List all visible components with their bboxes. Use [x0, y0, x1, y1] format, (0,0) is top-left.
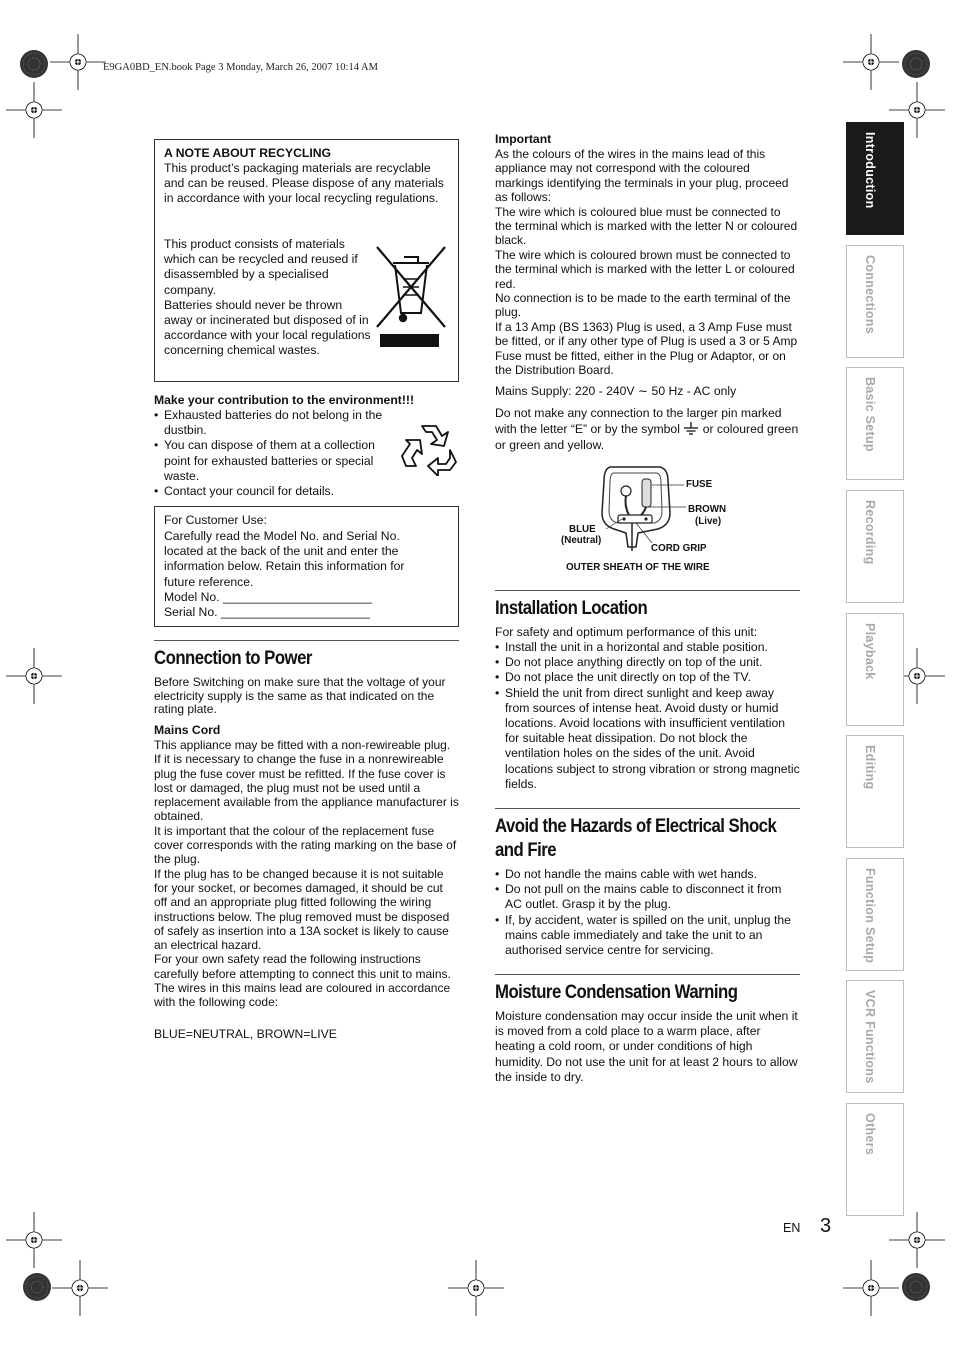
tab-basic-setup[interactable] — [846, 367, 904, 480]
list-item: • Do not place the unit directly on top of the TV. — [495, 670, 800, 685]
recycle-icon — [400, 420, 458, 476]
tab-editing[interactable] — [846, 735, 904, 848]
list-item: • Do not pull on the mains cable to disconnect it from AC outlet. Grasp it by the plug. — [495, 882, 800, 912]
customer-use-para: Carefully read the Model No. and Serial No. located at the back of the unit and enter the information below. Retain this information for future reference. — [164, 529, 405, 589]
earth-warning-part1: Do not make any connection to the larger pin marked with the letter “E” or by the symbol — [495, 406, 782, 436]
model-number-field: Model No. ______________________ — [164, 590, 373, 604]
environment-list — [154, 408, 394, 499]
tab-function-setup[interactable] — [846, 858, 904, 971]
tab-others[interactable] — [846, 1103, 904, 1216]
language-code: EN — [783, 1221, 801, 1235]
earth-symbol-icon — [683, 422, 699, 435]
section-divider — [495, 974, 800, 975]
recycling-note-para1: This product’s packaging materials are recyclable and can be reused. Please dispose of any materials in accordance with your local recycling regulations. — [164, 161, 444, 206]
blue-label: BLUE — [569, 524, 596, 535]
cord-grip-label: CORD GRIP — [651, 543, 707, 554]
installation-intro: For safety and optimum performance of this unit: — [495, 625, 758, 639]
installation-heading: Installation Location — [495, 597, 648, 619]
outer-sheath-label: OUTER SHEATH OF THE WIRE — [566, 562, 710, 573]
section-divider — [495, 590, 800, 591]
tab-label: Basic Setup — [863, 377, 877, 452]
mains-cord-title: Mains Cord — [154, 723, 221, 737]
hazards-heading-line2: and Fire — [495, 839, 557, 861]
list-item: • Shield the unit from direct sunlight and keep away from sources of intense heat. Avoid dusty or humid locations. Avoid locations with insufficient ventilation for suitable heat dissipation. Do not block the ventilation holes on the sides of the unit. Avoid locations subject to strong vibration or strong magnetic fields. — [495, 686, 800, 792]
customer-use-box — [154, 506, 459, 627]
moisture-text: Moisture condensation may occur inside the unit when it is moved from a cold place to a warm place, after heating a cold room, or under conditions of high humidity. Do not use the unit for at least 2 hours to allow the inside to dry. — [495, 1009, 798, 1084]
list-item: • Install the unit in a horizontal and stable position. — [495, 640, 800, 655]
connection-power-intro: Before Switching on make sure that the voltage of your electricity supply is the same as that indicated on the rating plate. — [154, 675, 446, 717]
tab-label: Others — [863, 1113, 877, 1156]
connection-power-heading: Connection to Power — [154, 647, 312, 669]
tab-vcr-functions[interactable] — [846, 980, 904, 1093]
tab-label: Introduction — [863, 132, 877, 209]
important-title: Important — [495, 132, 552, 146]
mains-supply: Mains Supply: 220 - 240V ∼ 50 Hz - AC only — [495, 384, 737, 398]
tab-label: VCR Functions — [863, 990, 877, 1084]
hazards-list — [495, 867, 800, 958]
brown-label: BROWN — [688, 504, 727, 515]
tab-label: Connections — [863, 255, 877, 334]
installation-list — [495, 640, 800, 792]
brown-live-label: (Live) — [695, 516, 722, 527]
list-item: • Exhausted batteries do not belong in the dustbin. — [154, 408, 384, 438]
tab-recording[interactable] — [846, 490, 904, 603]
tab-label: Recording — [863, 500, 877, 565]
list-item: • You can dispose of them at a collection point for exhausted batteries or special waste. — [154, 438, 394, 484]
hazards-heading-line1: Avoid the Hazards of Electrical Shock — [495, 815, 777, 837]
moisture-heading: Moisture Condensation Warning — [495, 981, 738, 1003]
print-header: E9GA0BD_EN.book Page 3 Monday, March 26, 2007 10:14 AM — [103, 62, 378, 73]
earth-warning-part2: or coloured green or green and yellow. — [495, 422, 799, 452]
tab-playback[interactable] — [846, 613, 904, 726]
section-divider — [495, 808, 800, 809]
recycling-note-box — [154, 139, 459, 382]
customer-use-title: For Customer Use: — [164, 513, 267, 527]
page-number: 3 — [820, 1215, 832, 1237]
serial-number-field: Serial No. ______________________ — [164, 605, 371, 619]
blue-neutral-label: (Neutral) — [561, 535, 602, 546]
list-item: • Do not place anything directly on top of the unit. — [495, 655, 800, 670]
tab-label: Playback — [863, 623, 877, 680]
list-item: • If, by accident, water is spilled on the unit, unplug the mains cable immediately and take the unit to an authorised service centre for servicing. — [495, 913, 800, 959]
tab-label: Editing — [863, 745, 877, 790]
tab-label: Function Setup — [863, 868, 877, 964]
earth-warning — [495, 405, 800, 453]
list-item: • Contact your council for details. — [154, 484, 394, 499]
recycling-note-title: A NOTE ABOUT RECYCLING — [164, 146, 332, 160]
environment-title: Make your contribution to the environment!!! — [154, 393, 415, 407]
wire-colour-code: BLUE=NEUTRAL, BROWN=LIVE — [154, 1027, 337, 1041]
crossed-bin-icon — [373, 243, 449, 349]
section-divider — [154, 640, 459, 641]
tab-connections[interactable] — [846, 245, 904, 358]
important-text: As the colours of the wires in the mains lead of this appliance may not correspond with the coloured markings identifying the terminals in your plug, proceed as follows: The wire which is coloured blue must be connected to the terminal which is marked with the letter N or coloured black. The wire which is coloured brown must be connected to the terminal which is marked with the letter L or coloured red. No connection is to be made to the earth terminal of the plug. If a 13 Amp (BS 1363) Plug is used, a 3 Amp Fuse must be fitted, or if any other type of Plug is used a 3 or 5 Amp Fuse must be fitted, either in the Plug or Adaptor, or on the Distribution Board. — [495, 147, 798, 378]
mains-cord-text: This appliance may be fitted with a non-rewireable plug. If it is necessary to change the fuse in a nonrewireable plug the fuse cover must be refitted. If the fuse cover is lost or damaged, the plug must not be used until a replacement available from the appliance manufacturer is obtained. It is important that the colour of the replacement fuse cover corresponds with the rating marking on the base of the plug. If the plug has to be changed because it is not suitable for your socket, or becomes damaged, it should be cut off and an appropriate plug fitted following the wiring instructions below. The plug removed must be disposed of safely as insertion into a 13A socket is likely to cause an electrical hazard. For your own safety read the following instructions carefully before attempting to connect this unit to mains. The wires in this mains lead are coloured in accordance with the following code: — [154, 738, 459, 1010]
list-item: • Do not handle the mains cable with wet hands. — [495, 867, 800, 882]
tab-introduction[interactable] — [846, 122, 904, 235]
recycling-note-para2: This product consists of materials which can be recycled and reused if disassembled by a specialised company. Batteries should never be thrown away or incinerated but disposed of in accordance with your local regulations concerning chemical wastes. — [164, 237, 371, 358]
fuse-label: FUSE — [686, 479, 713, 490]
